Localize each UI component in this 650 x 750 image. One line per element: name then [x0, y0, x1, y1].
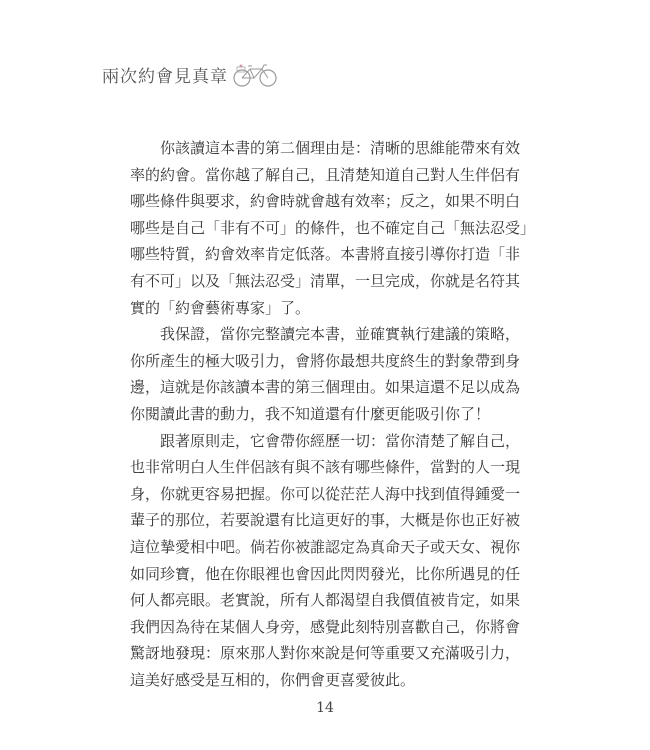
text-line: 這美好感受是互相的，你們會更喜愛彼此。	[130, 670, 416, 689]
text-line: 你閱讀此書的動力，我不知道還有什麼更能吸引你了！	[130, 404, 491, 423]
paragraph-1	[130, 135, 536, 321]
text-line: 實的「約會藝術專家」了。	[130, 298, 311, 317]
text-line: 這位摯愛相中吧。倘若你被誰認定為真命天子或天女、視你	[130, 537, 521, 556]
running-header	[102, 62, 278, 87]
text-line: 我保證，當你完整讀完本書，並確實執行建議的策略，	[160, 325, 521, 344]
paragraph-2	[130, 321, 521, 427]
text-line: 如同珍寶，他在你眼裡也會因此閃閃發光，比你所遇見的任	[130, 564, 521, 583]
paragraph-3	[130, 428, 521, 694]
text-line: 身，你就更容易把握。你可以從茫茫人海中找到值得鍾愛一	[130, 484, 521, 503]
text-line: 也非常明白人生伴侶該有與不該有哪些條件，當對的人一現	[130, 458, 521, 477]
text-line: 哪些特質，約會效率肯定低落。本書將直接引導你打造「非	[130, 245, 521, 264]
text-line: 率的約會。當你越了解自己，且清楚知道自己對人生伴侶有	[130, 165, 521, 184]
text-line: 你該讀這本書的第二個理由是：清晰的思維能帶來有效	[160, 139, 521, 157]
text-line: 有不可」以及「無法忍受」清單，一旦完成，你就是名符其	[130, 271, 521, 290]
text-line: 哪些是自己「非有不可」的條件，也不確定自己「無法忍受」	[130, 218, 536, 237]
bicycle-icon	[232, 63, 278, 87]
text-line: 輩子的那位，若要說還有比這更好的事，大概是你也正好被	[130, 511, 521, 530]
body-text	[130, 135, 536, 693]
text-line: 驚訝地發現：原來那人對你來說是何等重要又充滿吸引力，	[130, 644, 521, 663]
text-line: 跟著原則走，它會帶你經歷一切：當你清楚了解自己，	[160, 431, 521, 450]
text-line: 何人都亮眼。老實說，所有人都渴望自我價值被肯定，如果	[130, 591, 521, 610]
text-line: 邊，這就是你該讀本書的第三個理由。如果這還不足以成為	[130, 378, 521, 397]
text-line: 我們因為待在某個人身旁，感覺此刻特別喜歡自己，你將會	[130, 617, 521, 636]
running-header-title: 兩次約會見真章	[102, 67, 228, 87]
text-line: 你所產生的極大吸引力，會將你最想共度終生的對象帶到身	[130, 351, 521, 370]
page-number: 14	[316, 700, 334, 716]
text-line: 哪些條件與要求，約會時就會越有效率；反之，如果不明白	[130, 192, 521, 211]
